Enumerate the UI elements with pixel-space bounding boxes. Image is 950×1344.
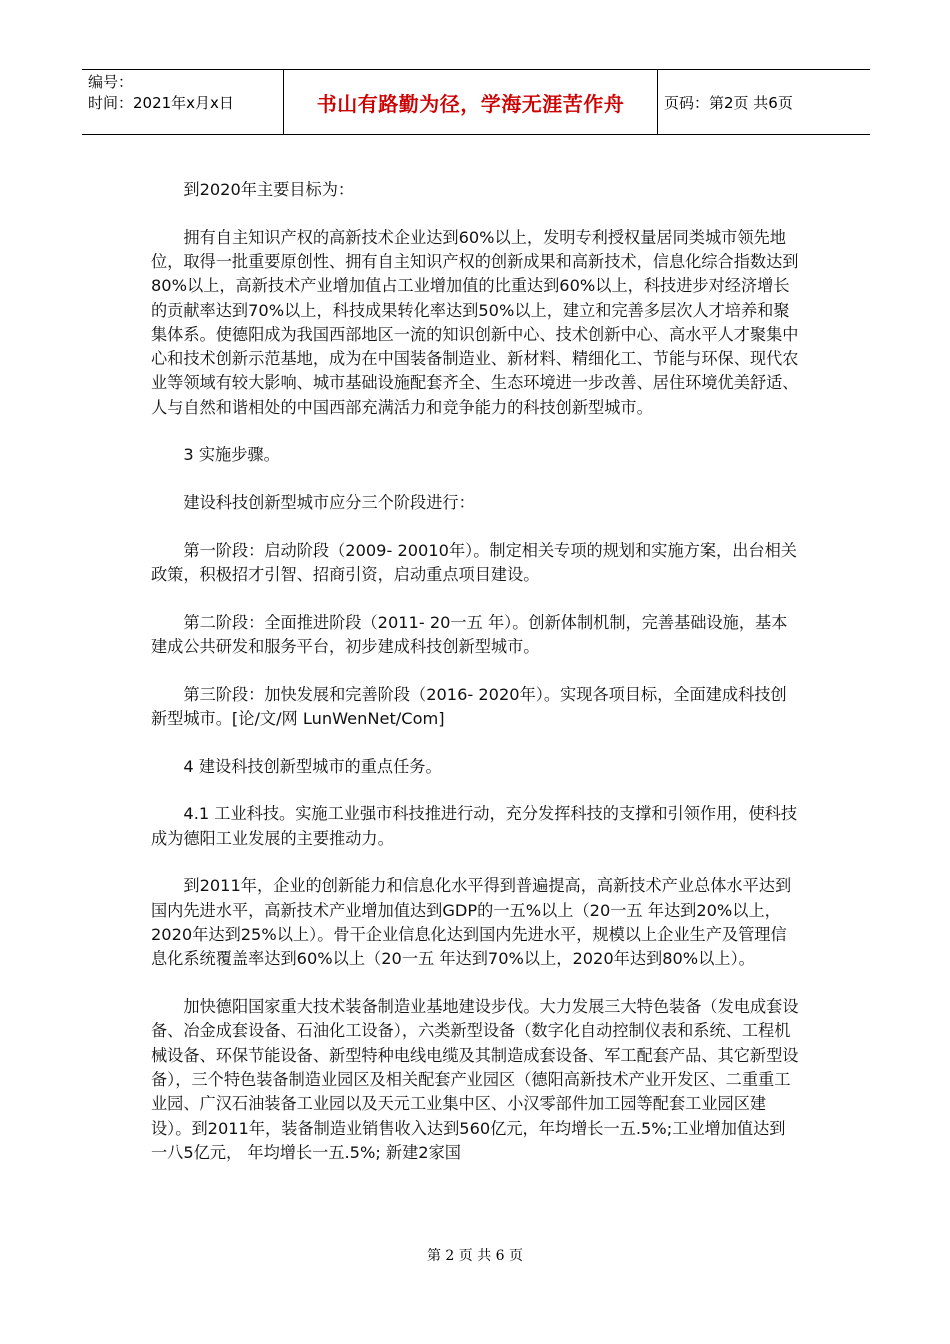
- paragraph-stage-two: 第二阶段：全面推进阶段（2011- 20一五 年）。创新体制机制，完善基础设施，基本建成公共研发和服务平台，初步建成科技创新型城市。: [151, 612, 788, 657]
- paragraph-equipment-base: 加快德阳国家重大技术装备制造业基地建设步伐。大力发展三大特色装备（发电成套设备、冶金成套设备、石油化工设备），六类新型设备（数字化自动控制仪表和系统、工程机械设备、环保节能设备、新型特种电线电缆及其制造成套设备、军工配套产品、其它新型设备），三个特色装备制造业园区及相关配套产业园区（德阳高新技术产业开发区、二重重工业园、广汉石油装备工业园以及天元工业集中区、小汉零部件加工园等配套工业园区建设）。到2011年，装备制造业销售收入达到560亿元，年均增长一五.5%;工业增加值达到一八5亿元， 年均增长一五.5%; 新建2家国: [151, 997, 799, 1162]
- paragraph-industrial-tech: 4.1 工业科技。实施工业强市科技推进行动，充分发挥科技的支撑和引领作用，使科技成为德阳工业发展的主要推动力。: [151, 804, 798, 848]
- paragraph-goals: 拥有自主知识产权的高新技术企业达到60%以上，发明专利授权量居同类城市领先地位，取得一批重要原创性、拥有自主知识产权的创新成果和高新技术，信息化综合指数达到80%以上，高新技术产业增加值占工业增加值的比重达到60%以上，科技进步对经济增长的贡献率达到70%以上，科技成果转化率达到50%以上，建立和完善多层次人才培养和聚集体系。使德阳成为我国西部地区一流的知识创新中心、技术创新中心、高水平人才聚集中心和技术创新示范基地，成为在中国装备制造业、新材料、精细化工、节能与环保、现代农业等领域有较大影响、城市基础设施配套齐全、生态环境进一步改善、居住环境优美舒适、人与自然和谐相处的中国西部充满活力和竞争能力的科技创新型城市。: [151, 227, 799, 417]
- header-info-cell: [82, 70, 284, 134]
- doc-number-label: 编号：: [88, 73, 134, 91]
- document-body: [151, 178, 801, 1189]
- paragraph-2011-targets: 到2011年，企业的创新能力和信息化水平得到普遍提高，高新技术产业总体水平达到国内先进水平，高新技术产业增加值达到GDP的一五%以上（20一五 年达到20%以上，2020年达到25%以上）。骨干企业信息化达到国内先进水平，规模以上企业生产及管理信息化系统覆盖率达到60%以上（20一五 年达到70%以上，2020年达到80%以上）。: [151, 876, 792, 969]
- paragraph-stages-intro: 建设科技创新型城市应分三个阶段进行：: [183, 493, 475, 513]
- header-page-label: 页码：第2页 共6页: [664, 93, 793, 112]
- page-header: [82, 69, 870, 135]
- doc-time-label: 时间：2021年x月x日: [88, 94, 234, 112]
- paragraph-goal-heading: 到2020年主要目标为：: [183, 180, 355, 199]
- page-footer: 第 2 页 共 6 页: [426, 1248, 524, 1264]
- paragraph-stage-three: 第三阶段：加快发展和完善阶段（2016- 2020年）。实现各项目标，全面建成科技创新型城市。[论/文/网 LunWenNet/Com]: [151, 684, 787, 729]
- paragraph-stage-one: 第一阶段：启动阶段（2009- 20010年）。制定相关专项的规划和实施方案，出台相关政策，积极招才引智、招商引资，启动重点项目建设。: [151, 540, 797, 585]
- section-heading-tasks: 4 建设科技创新型城市的重点任务。: [183, 756, 442, 776]
- header-motto: 书山有路勤为径，学海无涯苦作舟: [284, 70, 658, 134]
- section-heading-steps: 3 实施步骤。: [183, 445, 280, 465]
